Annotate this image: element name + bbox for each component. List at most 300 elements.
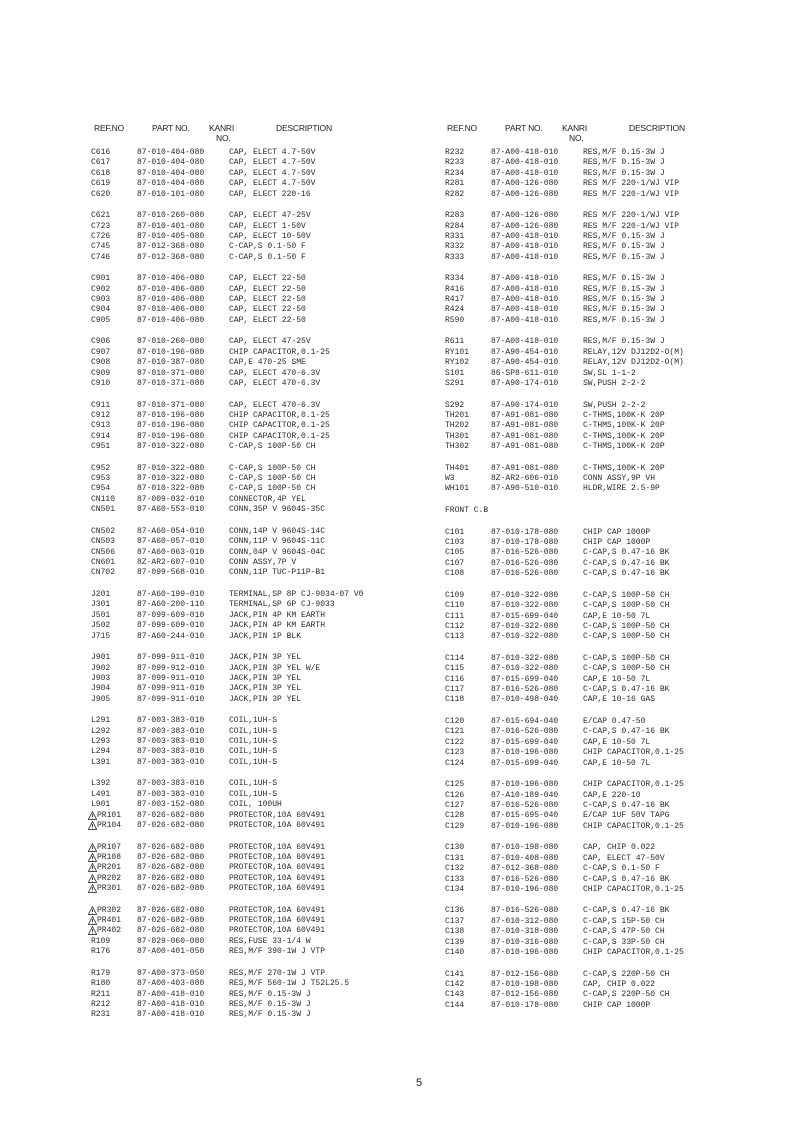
description: SW,PUSH 2-2-2: [583, 378, 646, 388]
description: CONN ASSY,9P VH: [583, 474, 656, 484]
description: CONN,04P V 9604S-04C: [229, 547, 326, 557]
parts-row: [445, 780, 755, 790]
part-no: 87-A00-126-080: [491, 221, 559, 231]
description: CONN ASSY,7P V: [229, 558, 297, 568]
parts-row: [445, 717, 755, 727]
part-no: 87-A00-418-010: [491, 242, 559, 252]
ref-no: RY102: [445, 358, 470, 368]
ref-no: R212: [91, 1000, 111, 1009]
parts-row: [445, 632, 755, 642]
part-no: 87-015-695-040: [491, 811, 559, 821]
description: PROTECTOR,10A 60V491: [229, 873, 326, 883]
part-no: 87-010-322-080: [137, 442, 205, 452]
description: RES,M/F 0.15-3W J: [229, 989, 311, 999]
ref-no: CN503: [91, 537, 116, 547]
ref-no: R179: [91, 968, 111, 978]
parts-row: [445, 169, 755, 179]
description: JACK,PIN 3P YEL W/E: [229, 663, 321, 673]
parts-row: [445, 401, 755, 411]
parts-row: [445, 980, 755, 990]
description: CHIP CAPACITOR,0.1-25: [583, 748, 684, 758]
part-no: 87-010-322-080: [491, 601, 559, 611]
part-no: 87-010-406-080: [137, 284, 205, 294]
description: SW,SL 1-1-2: [583, 368, 636, 378]
part-no: 87-016-526-080: [491, 685, 559, 695]
description: CAP, ELECT 1-50V: [229, 221, 306, 231]
ref-no: C117: [445, 685, 465, 695]
ref-no: CN702: [91, 568, 116, 578]
parts-row: [91, 527, 411, 537]
description: C-CAP,S 0.1-50 F: [229, 242, 306, 252]
description: COIL,1UH-S: [229, 757, 278, 767]
ref-no: R283: [445, 211, 465, 221]
parts-row: [445, 654, 755, 664]
description: JACK,PIN 1P BLK: [229, 631, 302, 641]
parts-row: [91, 537, 411, 547]
parts-row: [445, 528, 755, 538]
ref-no: C112: [445, 621, 465, 631]
description: CAP,E 10-50 7L: [583, 674, 651, 684]
ref-no: WH101: [445, 484, 470, 494]
part-no: 87-010-404-080: [137, 179, 205, 189]
ref-no: C131: [445, 853, 465, 863]
description: CAP,E 470-25 SME: [229, 358, 306, 368]
description: C-CAP,S 0.47-16 BK: [583, 906, 670, 916]
ref-no: R233: [445, 158, 465, 168]
ref-no: C103: [445, 538, 465, 548]
part-no: 87-003-383-010: [137, 747, 205, 757]
description: TERMINAL,SP 6P CJ-9033: [229, 600, 335, 610]
ref-no: R611: [445, 337, 465, 347]
part-no: 87-A00-126-080: [491, 179, 559, 189]
ref-no: L294: [91, 747, 111, 757]
parts-row: [91, 474, 411, 484]
description: RES,M/F 0.15-3W J: [583, 295, 665, 305]
part-no: 87-010-178-080: [491, 527, 559, 537]
description: CAP,E 10-50 7L: [583, 737, 651, 747]
ref-no: C133: [445, 874, 465, 884]
ref-no: R333: [445, 252, 465, 262]
part-no: 87-016-526-080: [491, 548, 559, 558]
description: COIL,1UH-S: [229, 716, 278, 726]
part-no: 87-099-912-010: [137, 663, 205, 673]
parts-row: [91, 558, 411, 568]
parts-row: [445, 274, 755, 284]
description: C-CAP,S 0.47-16 BK: [583, 800, 670, 810]
part-no: 87-010-498-040: [491, 695, 559, 705]
parts-row: [445, 695, 755, 705]
part-no: 87-026-682-080: [137, 852, 205, 862]
ref-no: C903: [91, 295, 111, 305]
description: PROTECTOR,10A 60V491: [229, 863, 326, 873]
ref-no: C911: [91, 400, 111, 410]
ref-no: C137: [445, 916, 465, 926]
ref-no: J301: [91, 600, 111, 610]
parts-row: [445, 285, 755, 295]
parts-row: [91, 169, 411, 179]
part-no: 87-009-032-010: [137, 494, 205, 504]
description: CAP,E 10-50 7L: [583, 758, 651, 768]
description: C-THMS,100K-K 20P: [583, 421, 665, 431]
part-no: 87-010-322-080: [491, 653, 559, 663]
parts-row: [445, 748, 755, 758]
header-kanri-no-left: NO.: [216, 133, 231, 143]
parts-row: [445, 569, 755, 579]
part-no: 87-010-371-080: [137, 400, 205, 410]
group-spacer: [445, 389, 755, 400]
group-spacer: [91, 579, 411, 590]
parts-row: [91, 790, 411, 800]
ref-no: C953: [91, 474, 111, 484]
ref-no: J715: [91, 631, 111, 641]
ref-no: C907: [91, 347, 111, 357]
ref-no: TH302: [445, 442, 470, 452]
parts-row: [91, 1000, 411, 1010]
part-no: 87-A00-418-010: [491, 274, 559, 284]
part-no: 87-029-060-080: [137, 936, 205, 946]
group-spacer: [91, 326, 411, 337]
part-no: 87-A00-418-010: [137, 1000, 205, 1009]
description: RES,M/F 0.15-3W J: [583, 252, 665, 262]
description: RES M/F 220-1/WJ VIP: [583, 189, 680, 199]
ref-no: J905: [91, 694, 111, 704]
description: CAP,E 10-50 7L: [583, 611, 651, 621]
description: JACK,PIN 4P KM EARTH: [229, 610, 326, 620]
ref-no: S291: [445, 378, 465, 388]
ref-no: C130: [445, 843, 465, 853]
part-no: 87-A90-454-010: [491, 358, 559, 368]
parts-row: [91, 874, 411, 884]
ref-no: C125: [445, 780, 465, 790]
part-no: 87-010-196-080: [491, 780, 559, 790]
parts-row: [445, 305, 755, 315]
part-no: 87-A00-418-010: [491, 295, 559, 305]
part-no: 87-012-368-080: [137, 252, 205, 262]
ref-no: TH202: [445, 421, 470, 431]
parts-row: [91, 190, 411, 200]
parts-row: [91, 843, 411, 853]
parts-row: [445, 622, 755, 632]
part-no: 87-026-682-080: [137, 820, 205, 830]
part-no: 87-015-699-040: [491, 611, 559, 621]
parts-row: [445, 348, 755, 358]
parts-row: [91, 495, 411, 505]
parts-row: [91, 358, 411, 368]
description: CHIP CAPACITOR,0.1-25: [229, 410, 330, 420]
description: CAP,E 10-16 GAS: [583, 695, 656, 705]
ref-no: C114: [445, 653, 465, 663]
ref-no: J902: [91, 663, 111, 673]
parts-row: [91, 253, 411, 263]
description: RES,M/F 0.15-3W J: [583, 242, 665, 252]
part-no: 87-A00-418-010: [491, 252, 559, 262]
description: C-THMS,100K-K 20P: [583, 463, 665, 473]
description: CAP, ELECT 4.7-50V: [229, 179, 316, 189]
group-spacer: [445, 516, 755, 527]
parts-row: [91, 1010, 411, 1020]
ref-no: C904: [91, 305, 111, 315]
parts-row: [445, 591, 755, 601]
part-no: 87-010-322-080: [491, 664, 559, 674]
part-no: 87-A60-244-010: [137, 631, 205, 641]
group-spacer: [445, 643, 755, 654]
description: RES,M/F 0.15-3W J: [583, 337, 665, 347]
ref-no: C905: [91, 315, 111, 325]
parts-row: [91, 811, 411, 821]
group-spacer: [445, 706, 755, 717]
description: PROTECTOR,10A 60V491: [229, 810, 326, 820]
ref-no: C138: [445, 927, 465, 937]
description: CAP, ELECT 47-50V: [583, 853, 665, 863]
ref-no: C132: [445, 864, 465, 874]
part-no: 87-010-371-080: [137, 368, 205, 378]
group-spacer: [91, 389, 411, 400]
header-ref-no-right: REF.NO: [447, 123, 477, 133]
ref-no: PR301: [97, 884, 122, 894]
parts-row: [445, 232, 755, 242]
part-no: 87-003-383-010: [137, 789, 205, 799]
part-no: 87-010-406-080: [137, 295, 205, 305]
description: CHIP CAP 1000P: [583, 527, 651, 537]
parts-row: [91, 737, 411, 747]
description: C-CAP,S 100P-50 CH: [229, 442, 316, 452]
parts-row: [91, 916, 411, 926]
part-no: 87-003-383-010: [137, 757, 205, 767]
ref-no: C617: [91, 158, 111, 168]
ref-no: C909: [91, 368, 111, 378]
ref-no: L901: [91, 800, 111, 810]
description: RES,M/F 0.15-3W J: [583, 148, 665, 157]
part-no: 87-026-682-080: [137, 884, 205, 894]
parts-row: [91, 548, 411, 558]
parts-row: [445, 885, 755, 895]
description: C-CAP,S 0.47-16 BK: [583, 558, 670, 568]
part-no: 87-010-196-080: [491, 748, 559, 758]
ref-no: C620: [91, 189, 111, 199]
ref-no: PR202: [97, 873, 122, 883]
part-no: 87-016-526-080: [491, 727, 559, 737]
description: JACK,PIN 3P YEL: [229, 694, 302, 704]
part-no: 87-010-260-080: [137, 337, 205, 347]
part-no: 87-A60-057-010: [137, 537, 205, 547]
description: C-CAP,S 0.47-16 BK: [583, 548, 670, 558]
description: C-CAP,S 220P-50 CH: [583, 969, 670, 979]
group-spacer: [445, 832, 755, 843]
parts-row: [445, 190, 755, 200]
hazard-triangle-icon: [88, 906, 97, 915]
ref-no: TH401: [445, 463, 470, 473]
parts-row: [91, 716, 411, 726]
header-description-left: DESCRIPTION: [276, 123, 332, 133]
parts-list-left: [91, 148, 411, 1021]
ref-no: J201: [91, 589, 111, 599]
description: CAP, ELECT 220-16: [229, 189, 311, 199]
ref-no: C118: [445, 695, 465, 705]
part-no: 87-012-368-080: [491, 864, 559, 874]
parts-row: [445, 411, 755, 421]
part-no: 87-A10-189-040: [491, 790, 559, 800]
ref-no: C134: [445, 884, 465, 894]
part-no: 87-A00-418-010: [491, 284, 559, 294]
header-part-no-left: PART NO.: [152, 123, 190, 133]
ref-no: C914: [91, 431, 111, 441]
parts-row: [91, 863, 411, 873]
part-no: 87-010-178-080: [491, 538, 559, 548]
ref-no: C142: [445, 980, 465, 990]
description: RES,M/F 0.15-3W J: [229, 1010, 311, 1020]
parts-row: [91, 747, 411, 757]
part-no: 87-026-682-080: [137, 842, 205, 852]
description: SW,PUSH 2-2-2: [583, 400, 646, 410]
part-no: 87-010-318-080: [491, 927, 559, 937]
part-no: 87-026-682-080: [137, 863, 205, 873]
part-no: 87-A00-418-010: [491, 168, 559, 178]
parts-row: [91, 611, 411, 621]
parts-row: [91, 779, 411, 789]
ref-no: C111: [445, 611, 465, 621]
parts-row: [445, 801, 755, 811]
ref-no: C126: [445, 790, 465, 800]
description: CAP, ELECT 470-6.3V: [229, 368, 321, 378]
parts-row: [91, 664, 411, 674]
parts-row: [91, 348, 411, 358]
parts-row: [445, 158, 755, 168]
parts-row: [91, 947, 411, 957]
ref-no: PR302: [97, 905, 122, 915]
group-spacer: [91, 895, 411, 906]
ref-no: TH301: [445, 431, 470, 441]
ref-no: R234: [445, 168, 465, 178]
part-no: 87-A91-081-080: [491, 410, 559, 420]
ref-no: PR108: [97, 852, 122, 862]
part-no: 87-010-408-080: [491, 853, 559, 863]
description: PROTECTOR,10A 60V491: [229, 842, 326, 852]
part-no: 8Z-AR2-607-010: [137, 558, 205, 568]
description: CHIP CAPACITOR,0.1-25: [583, 948, 684, 958]
description: RELAY,12V DJ12D2-O(M): [583, 358, 684, 368]
parts-row: [445, 148, 755, 158]
description: C-CAP,S 100P-50 CH: [583, 664, 670, 674]
group-spacer: [91, 263, 411, 274]
ref-no: C115: [445, 664, 465, 674]
parts-row: [445, 990, 755, 1000]
parts-row: [445, 727, 755, 737]
hazard-triangle-icon: [88, 863, 97, 872]
description: RES,M/F 560-1W J T52L25.5: [229, 979, 350, 989]
parts-row: [445, 253, 755, 263]
parts-row: [445, 843, 755, 853]
part-no: 87-A00-418-010: [491, 158, 559, 168]
part-no: 87-015-699-040: [491, 737, 559, 747]
parts-row: [91, 305, 411, 315]
description: C-CAP,S 100P-50 CH: [583, 601, 670, 611]
description: C-THMS,100K-K 20P: [583, 442, 665, 452]
ref-no: C745: [91, 242, 111, 252]
part-no: 87-A00-401-050: [137, 947, 205, 957]
parts-row: [91, 337, 411, 347]
part-no: 87-A91-081-080: [491, 421, 559, 431]
ref-no: RY101: [445, 347, 470, 357]
description: CHIP CAP 1000P: [583, 538, 651, 548]
parts-row: [91, 232, 411, 242]
ref-no: C723: [91, 221, 111, 231]
ref-no: R180: [91, 979, 111, 989]
part-no: 87-010-316-080: [491, 937, 559, 947]
ref-no: R416: [445, 284, 465, 294]
description: E/CAP 1UF 50V TAPG: [583, 811, 670, 821]
ref-no: R331: [445, 231, 465, 241]
ref-no: C621: [91, 211, 111, 221]
parts-row: [445, 242, 755, 252]
parts-row: [445, 337, 755, 347]
part-no: 87-A00-373-050: [137, 968, 205, 978]
ref-no: L491: [91, 789, 111, 799]
ref-no: CN506: [91, 547, 116, 557]
parts-row: [445, 811, 755, 821]
description: CONN,11P TUC-P11P-B1: [229, 568, 326, 578]
parts-row: [91, 295, 411, 305]
ref-no: R281: [445, 179, 465, 189]
description: PROTECTOR,10A 60V491: [229, 884, 326, 894]
part-no: 87-A60-200-110: [137, 600, 205, 610]
group-spacer: [445, 958, 755, 969]
part-no: 87-026-682-080: [137, 926, 205, 936]
ref-no: C109: [445, 590, 465, 600]
parts-row: [91, 442, 411, 452]
part-no: 87-010-196-080: [137, 410, 205, 420]
ref-no: PR402: [97, 926, 122, 936]
description: CONN,35P V 9604S-35C: [229, 505, 326, 515]
part-no: 87-003-152-080: [137, 800, 205, 810]
description: CAP, ELECT 4.7-50V: [229, 158, 316, 168]
part-no: 87-010-101-080: [137, 189, 205, 199]
description: C-CAP,S 100P-50 CH: [229, 463, 316, 473]
part-no: 87-010-405-080: [137, 231, 205, 241]
part-no: 87-A60-553-010: [137, 505, 205, 515]
ref-no: C108: [445, 569, 465, 579]
ref-no: C619: [91, 179, 111, 189]
parts-row: [445, 369, 755, 379]
description: PROTECTOR,10A 60V491: [229, 926, 326, 936]
part-no: 87-099-609-010: [137, 621, 205, 631]
description: CAP, ELECT 47-25V: [229, 211, 311, 221]
parts-row: [91, 369, 411, 379]
parts-row: [445, 612, 755, 622]
part-no: 87-010-387-080: [137, 358, 205, 368]
part-no: 87-012-156-080: [491, 969, 559, 979]
ref-no: C913: [91, 421, 111, 431]
part-no: 87-A91-081-080: [491, 442, 559, 452]
header-ref-no-left: REF.NO: [94, 123, 124, 133]
part-no: 87-010-322-080: [491, 632, 559, 642]
group-spacer: [91, 642, 411, 653]
description: C-CAP,S 47P-50 CH: [583, 927, 665, 937]
part-no: 87-A90-174-010: [491, 400, 559, 410]
description: CHIP CAPACITOR,0.1-25: [229, 421, 330, 431]
ref-no: PR104: [97, 820, 122, 830]
part-no: 87-010-178-080: [491, 1000, 559, 1010]
part-no: 87-010-322-080: [137, 463, 205, 473]
parts-row: [445, 559, 755, 569]
parts-row: [91, 148, 411, 158]
parts-row: [445, 917, 755, 927]
ref-no: C124: [445, 758, 465, 768]
ref-no: C952: [91, 463, 111, 473]
part-no: 87-016-526-080: [491, 800, 559, 810]
ref-no: R334: [445, 274, 465, 284]
parts-list-right: [445, 148, 755, 1011]
group-spacer: [445, 200, 755, 211]
